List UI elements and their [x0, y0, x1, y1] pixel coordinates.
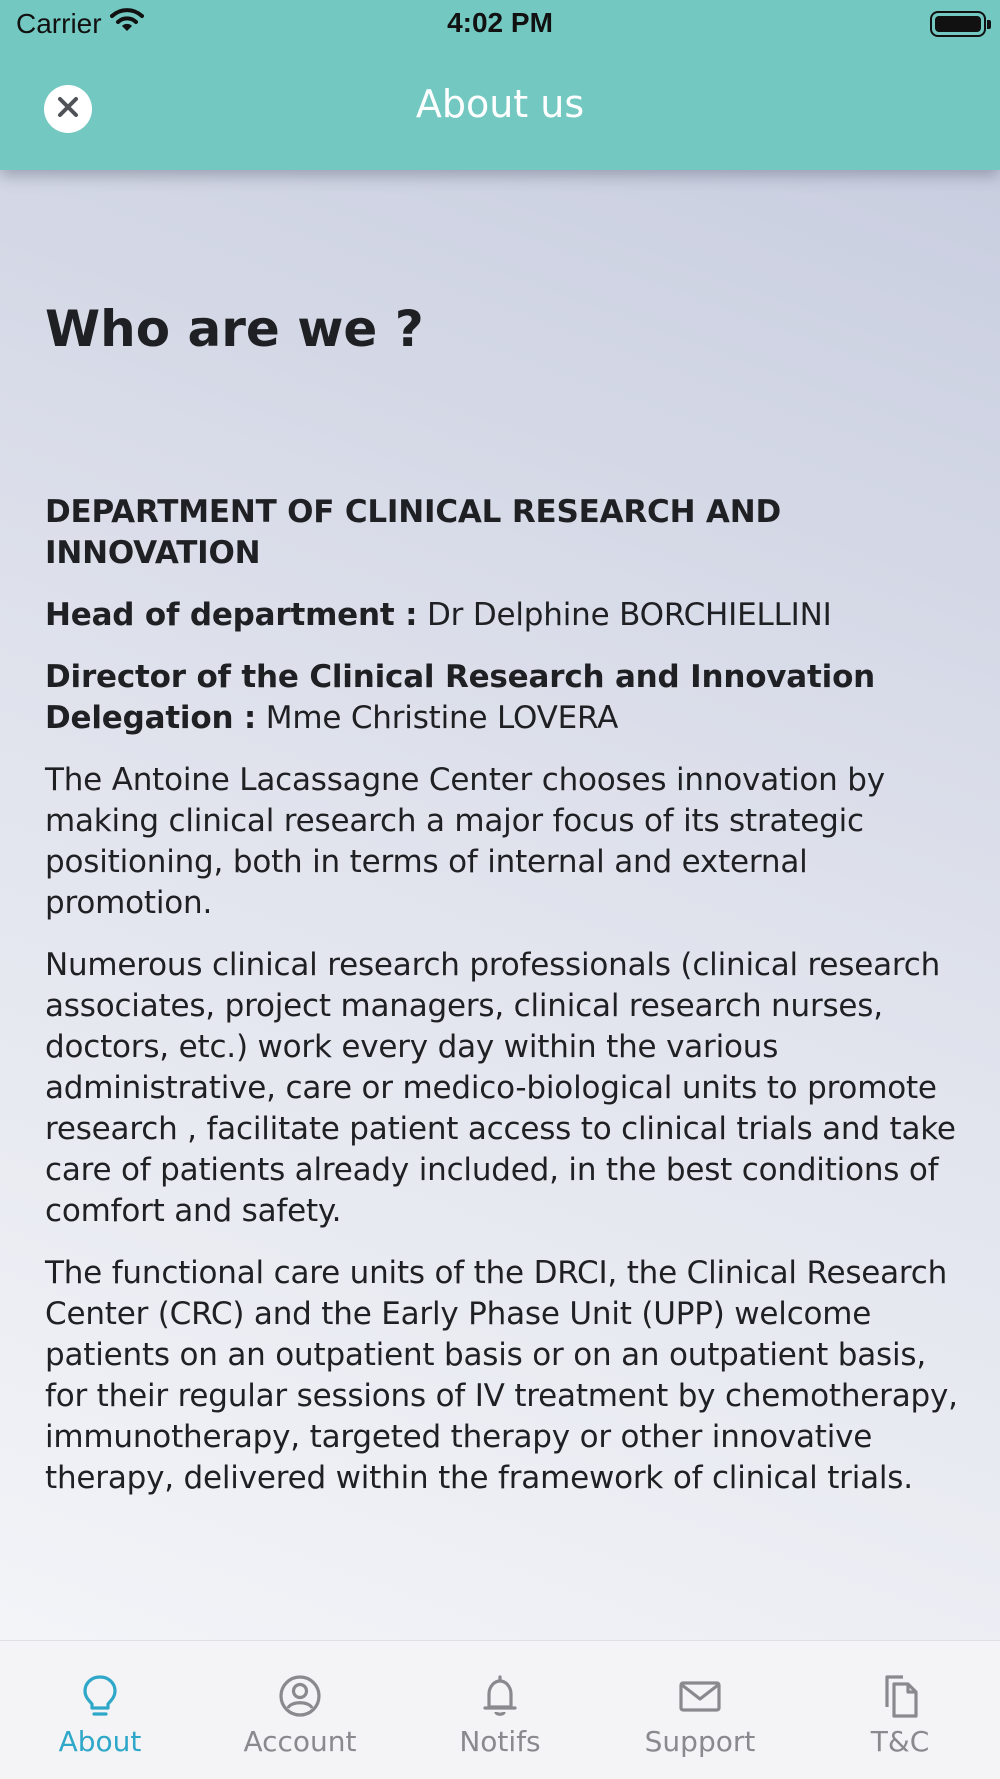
bell-icon	[477, 1673, 523, 1719]
user-circle-icon	[277, 1673, 323, 1719]
status-time: 4:02 PM	[447, 7, 553, 38]
tab-account[interactable]	[200, 1641, 400, 1779]
about-content[interactable]	[0, 170, 1000, 1640]
battery-icon	[930, 11, 986, 37]
tab-label-terms: T&C	[870, 1725, 930, 1758]
tab-terms[interactable]	[800, 1641, 1000, 1779]
tab-label-about: About	[58, 1725, 142, 1758]
status-bar	[0, 0, 1000, 50]
carrier-label: Carrier	[16, 7, 102, 39]
tab-label-support: Support	[644, 1725, 756, 1758]
envelope-icon	[677, 1673, 723, 1719]
navigation-header	[0, 0, 1000, 170]
section-heading: Who are we ?	[45, 300, 424, 358]
head-value: Dr Delphine BORCHIELLINI	[426, 597, 832, 633]
director-value: Mme Christine LOVERA	[265, 700, 619, 736]
tab-label-account: Account	[243, 1725, 357, 1758]
tab-about[interactable]	[0, 1641, 200, 1779]
department-name: DEPARTMENT OF CLINICAL RESEARCH AND INNOVATION	[45, 494, 782, 571]
page-title: About us	[415, 82, 585, 126]
head-label: Head of department :	[45, 597, 418, 633]
tab-label-notifs: Notifs	[459, 1725, 541, 1758]
tab-bar	[0, 1640, 1000, 1779]
about-text	[45, 492, 965, 1520]
tab-notifs[interactable]	[400, 1641, 600, 1779]
lightbulb-icon	[77, 1673, 123, 1719]
paragraph-1: The Antoine Lacassagne Center chooses innovation by making clinical research a major focus of its strategic positioning, both in terms of internal and external promotion.	[45, 762, 885, 921]
paragraph-2: Numerous clinical research professionals (clinical research associates, project managers, clinical research nurses, doctors, etc.) work every day within the various administrative, care or medico-biological units to promote research , facilitate patient access to clinical trials and take care of patients already included, in the best conditions of comfort and safety.	[45, 947, 956, 1229]
documents-icon	[877, 1673, 923, 1719]
paragraph-3: The functional care units of the DRCI, the Clinical Research Center (CRC) and the Early Phase Unit (UPP) welcome patients on an outpatient basis or on an outpatient basis, for their regular sessions of IV treatment by chemotherapy, immunotherapy, targeted therapy or other innovative therapy, delivered within the framework of clinical trials.	[45, 1255, 958, 1496]
department-title	[45, 492, 965, 574]
head-of-department	[45, 595, 965, 636]
director	[45, 657, 965, 739]
tab-support[interactable]	[600, 1641, 800, 1779]
director-label: Director of the Clinical Research and Innovation Delegation :	[45, 659, 876, 736]
